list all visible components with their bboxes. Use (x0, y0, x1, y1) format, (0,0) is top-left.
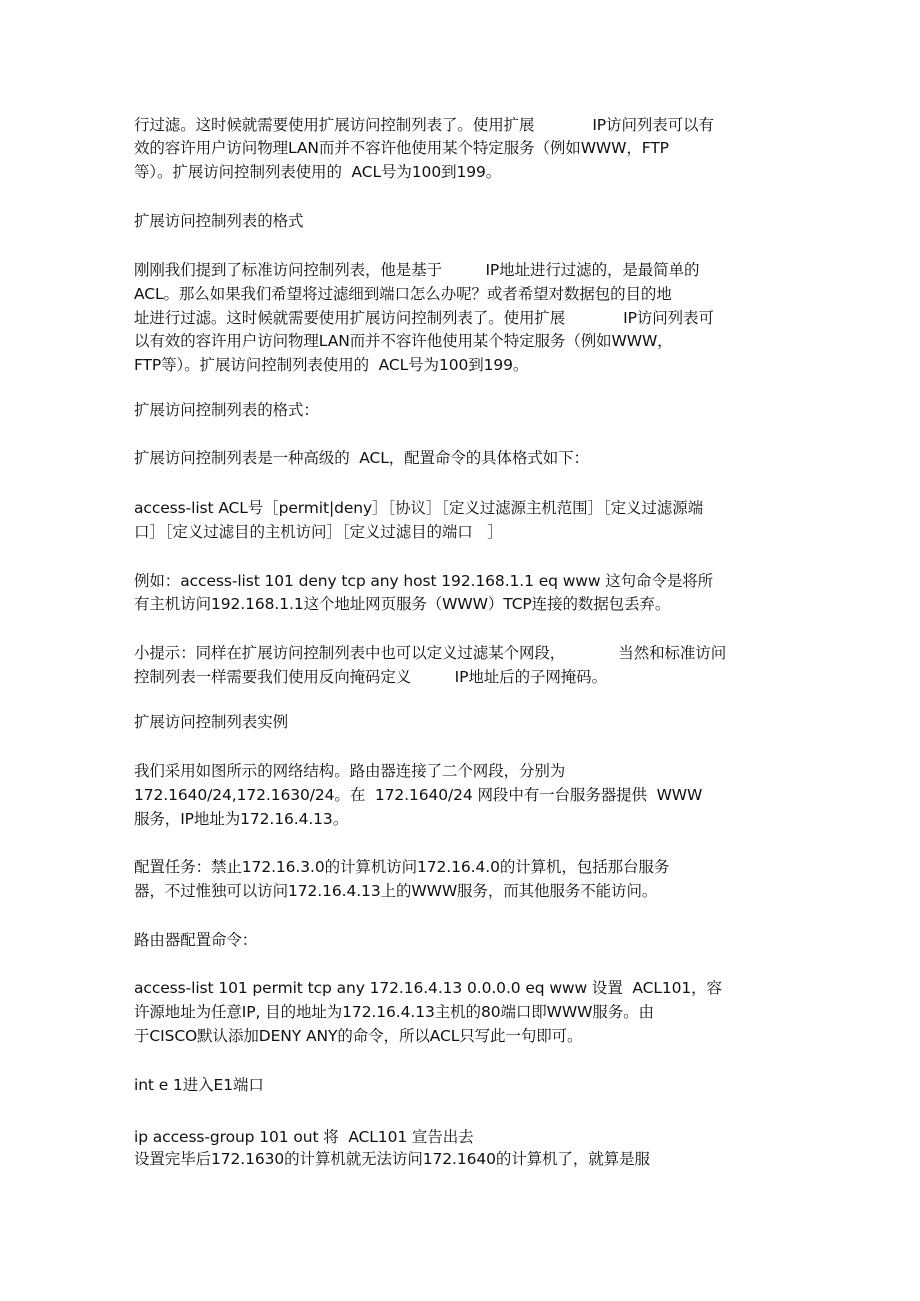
section-heading: 扩展访问控制列表的格式： (134, 401, 319, 419)
text-line: 控制列表一样需要我们使用反向掩码定义 IP地址后的子网掩码。 (134, 668, 607, 686)
text-line: 址进行过滤。这时候就需要使用扩展访问控制列表了。使用扩展 IP访问列表可 (134, 309, 714, 327)
text-line: 器，不过惟独可以访问172.16.4.13上的WWW服务，而其他服务不能访问。 (134, 882, 658, 900)
text-line: 以有效的容许用户访问物理LAN而并不容许他使用某个特定服务（例如WWW， (134, 332, 673, 350)
text-line: int e 1进入E1端口 (134, 1076, 264, 1094)
text-line: ip access-group 101 out 将 ACL101 宣告出去 (134, 1128, 474, 1146)
text-line: ACL。那么如果我们希望将过滤细到端口怎么办呢？或者希望对数据包的目的地 (134, 285, 672, 303)
text-line: 服务，IP地址为172.16.4.13。 (134, 810, 349, 828)
text-line: 例如：access-list 101 deny tcp any host 192.168.1.1 eq www 这句命令是将所 (134, 572, 714, 590)
text-line: 于CISCO默认添加DENY ANY的命令，所以ACL只写此一句即可。 (134, 1027, 583, 1045)
text-line: access-list ACL号［permit|deny］［协议］［定义过滤源主机范围］［定义过滤源端 (134, 499, 704, 517)
text-line: access-list 101 permit tcp any 172.16.4.13 0.0.0.0 eq www 设置 ACL101，容 (134, 979, 722, 997)
text-line: 配置任务：禁止172.16.3.0的计算机访问172.16.4.0的计算机，包括那台服务 (134, 858, 670, 876)
text-line: 口］［定义过滤目的主机访问］［定义过滤目的端口 ］ (134, 523, 503, 541)
section-heading: 扩展访问控制列表实例 (134, 713, 289, 731)
text-line: 许源地址为任意IP, 目的地址为172.16.4.13主机的80端口即WWW服务。由 (134, 1003, 654, 1021)
text-line: 扩展访问控制列表是一种高级的 ACL，配置命令的具体格式如下： (134, 449, 589, 467)
text-line: 等）。扩展访问控制列表使用的 ACL号为100到199。 (134, 163, 502, 181)
section-heading: 路由器配置命令： (134, 931, 258, 949)
text-line: 行过滤。这时候就需要使用扩展访问控制列表了。使用扩展 IP访问列表可以有 (134, 116, 714, 134)
text-line: 设置完毕后172.1630的计算机就无法访问172.1640的计算机了，就算是服 (134, 1150, 650, 1168)
text-line: FTP等）。扩展访问控制列表使用的 ACL号为100到199。 (134, 356, 529, 374)
text-line: 小提示：同样在扩展访问控制列表中也可以定义过滤某个网段， 当然和标准访问 (134, 644, 727, 662)
text-line: 刚刚我们提到了标准访问控制列表，他是基于 IP地址进行过滤的，是最简单的 (134, 261, 700, 279)
section-heading: 扩展访问控制列表的格式 (134, 212, 304, 230)
text-line: 效的容许用户访问物理LAN而并不容许他使用某个特定服务（例如WWW，FTP (134, 139, 669, 157)
text-line: 我们采用如图所示的网络结构。路由器连接了二个网段，分别为 (134, 762, 566, 780)
text-line: 有主机访问192.168.1.1这个地址网页服务（WWW）TCP连接的数据包丢弃。 (134, 595, 671, 613)
text-line: 172.1640/24,172.1630/24。在 172.1640/24 网段中有一台服务器提供 WWW (134, 786, 703, 804)
